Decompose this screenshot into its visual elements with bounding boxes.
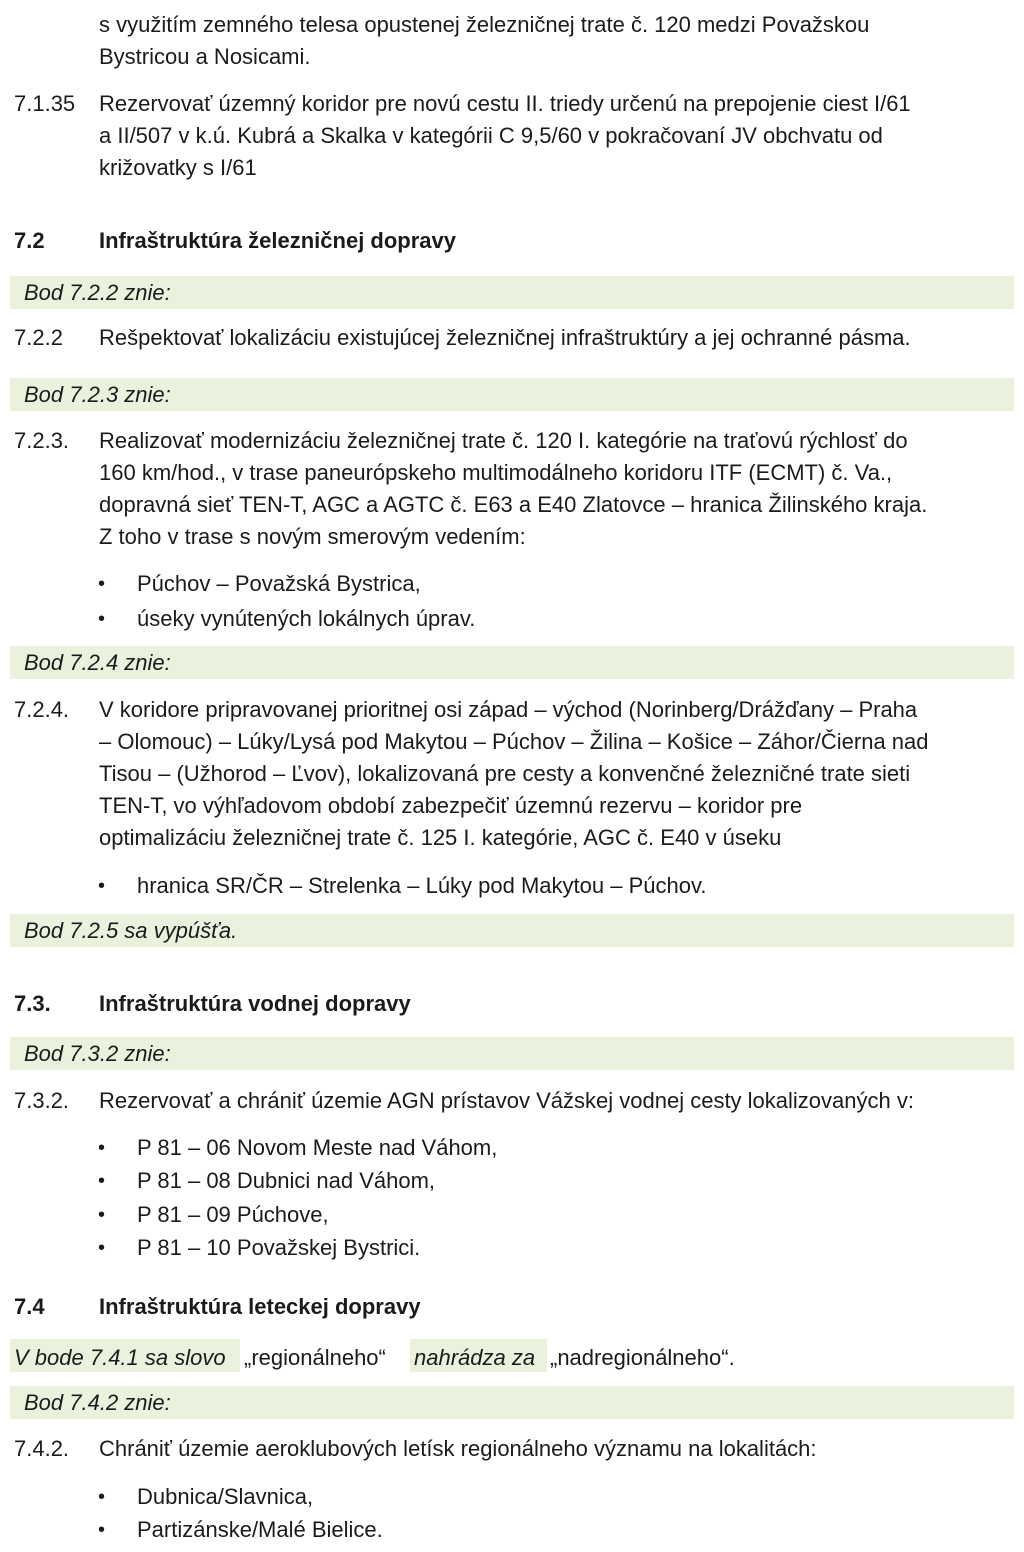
paragraph-number: 7.2.3. (14, 428, 70, 453)
bullet-icon: • (98, 573, 106, 595)
paragraph-number: 7.2.4. (14, 697, 70, 722)
paragraph-number: 7.4.2. (14, 1436, 70, 1461)
amendment-band (10, 1037, 1014, 1070)
amendment-band (10, 646, 1014, 679)
quoted-word: „regionálneho“ (244, 1345, 386, 1370)
paragraph-line: Chrániť územie aeroklubových letísk regionálneho významu na lokalitách: (99, 1436, 817, 1461)
paragraph-line: V koridore pripravovanej prioritnej osi západ – východ (Norinberg/Drážďany – Praha (99, 697, 918, 722)
paragraph-line: optimalizáciu železničnej trate č. 125 I. kategórie, AGC č. E40 v úseku (99, 825, 782, 850)
amendment-band (10, 1386, 1014, 1419)
section-title: Infraštruktúra leteckej dopravy (99, 1294, 421, 1319)
list-item: Partizánske/Malé Bielice. (137, 1517, 383, 1542)
paragraph-line: križovatky s I/61 (99, 155, 257, 180)
quoted-word: „nadregionálneho“. (550, 1345, 735, 1370)
amendment-label: Bod 7.2.3 znie: (24, 382, 171, 407)
intro-line: s využitím zemného telesa opustenej železničnej trate č. 120 medzi Považskou (99, 12, 870, 37)
paragraph-line: dopravná sieť TEN-T, AGC a AGTC č. E63 a E40 Zlatovce – hranica Žilinského kraja. (99, 492, 928, 517)
bullet-icon: • (98, 1170, 106, 1192)
section-number: 7.4 (14, 1294, 45, 1319)
amendment-label: Bod 7.4.2 znie: (24, 1390, 171, 1415)
list-item: Púchov – Považská Bystrica, (137, 571, 421, 596)
bullet-icon: • (98, 1486, 106, 1508)
paragraph-line: Rezervovať a chrániť územie AGN prístavov Vážskej vodnej cesty lokalizovaných v: (99, 1088, 914, 1113)
bullet-icon: • (98, 1204, 106, 1226)
list-item: P 81 – 06 Novom Meste nad Váhom, (137, 1135, 498, 1160)
amendment-label: Bod 7.3.2 znie: (24, 1041, 171, 1066)
amendment-band (10, 378, 1014, 411)
section-title: Infraštruktúra vodnej dopravy (99, 991, 411, 1016)
amendment-label: Bod 7.2.4 znie: (24, 650, 171, 675)
paragraph-line: Z toho v trase s novým smerovým vedením: (99, 524, 526, 549)
bullet-icon: • (98, 608, 106, 630)
amendment-band (10, 276, 1014, 309)
paragraph-line: 160 km/hod., v trase paneurópskeho multimodálneho koridoru ITF (ECMT) č. Va., (99, 460, 893, 485)
list-item: P 81 – 08 Dubnici nad Váhom, (137, 1168, 436, 1193)
list-item: úseky vynútených lokálnych úprav. (137, 606, 476, 631)
section-number: 7.3. (14, 991, 51, 1016)
list-item: P 81 – 10 Považskej Bystrici. (137, 1235, 421, 1260)
amendment-label: Bod 7.2.5 sa vypúšťa. (24, 918, 238, 943)
list-item: P 81 – 09 Púchove, (137, 1202, 329, 1227)
amendment-text: V bode 7.4.1 sa slovo (14, 1345, 226, 1370)
paragraph-number: 7.2.2 (14, 325, 63, 350)
bullet-icon: • (98, 1137, 106, 1159)
bullet-icon: • (98, 875, 106, 897)
list-item: hranica SR/ČR – Strelenka – Lúky pod Makytou – Púchov. (137, 873, 707, 898)
amendment-text: nahrádza za (414, 1345, 536, 1370)
paragraph-line: a II/507 v k.ú. Kubrá a Skalka v kategórii C 9,5/60 v pokračovaní JV obchvatu od (99, 123, 883, 148)
list-item: Dubnica/Slavnica, (137, 1484, 314, 1509)
bullet-icon: • (98, 1519, 106, 1541)
paragraph-number: 7.1.35 (14, 91, 76, 116)
amendment-band (10, 914, 1014, 947)
amendment-label: Bod 7.2.2 znie: (24, 280, 171, 305)
paragraph-line: Realizovať modernizáciu železničnej trate č. 120 I. kategórie na traťovú rýchlosť do (99, 428, 908, 453)
paragraph-number: 7.3.2. (14, 1088, 70, 1113)
bullet-icon: • (98, 1237, 106, 1259)
section-title: Infraštruktúra železničnej dopravy (99, 228, 456, 253)
paragraph-line: Rezervovať územný koridor pre novú cestu II. triedy určenú na prepojenie ciest I/61 (99, 91, 911, 116)
paragraph-line: Rešpektovať lokalizáciu existujúcej železničnej infraštruktúry a jej ochranné pásma. (99, 325, 911, 350)
paragraph-line: – Olomouc) – Lúky/Lysá pod Makytou – Púchov – Žilina – Košice – Záhor/Čierna nad (99, 729, 929, 754)
paragraph-line: Tisou – (Užhorod – Ľvov), lokalizovaná pre cesty a konvenčné železničné trate sieti (99, 761, 911, 786)
intro-line: Bystricou a Nosicami. (99, 44, 311, 69)
section-number: 7.2 (14, 228, 45, 253)
paragraph-line: TEN-T, vo výhľadovom období zabezpečiť územnú rezervu – koridor pre (99, 793, 803, 818)
